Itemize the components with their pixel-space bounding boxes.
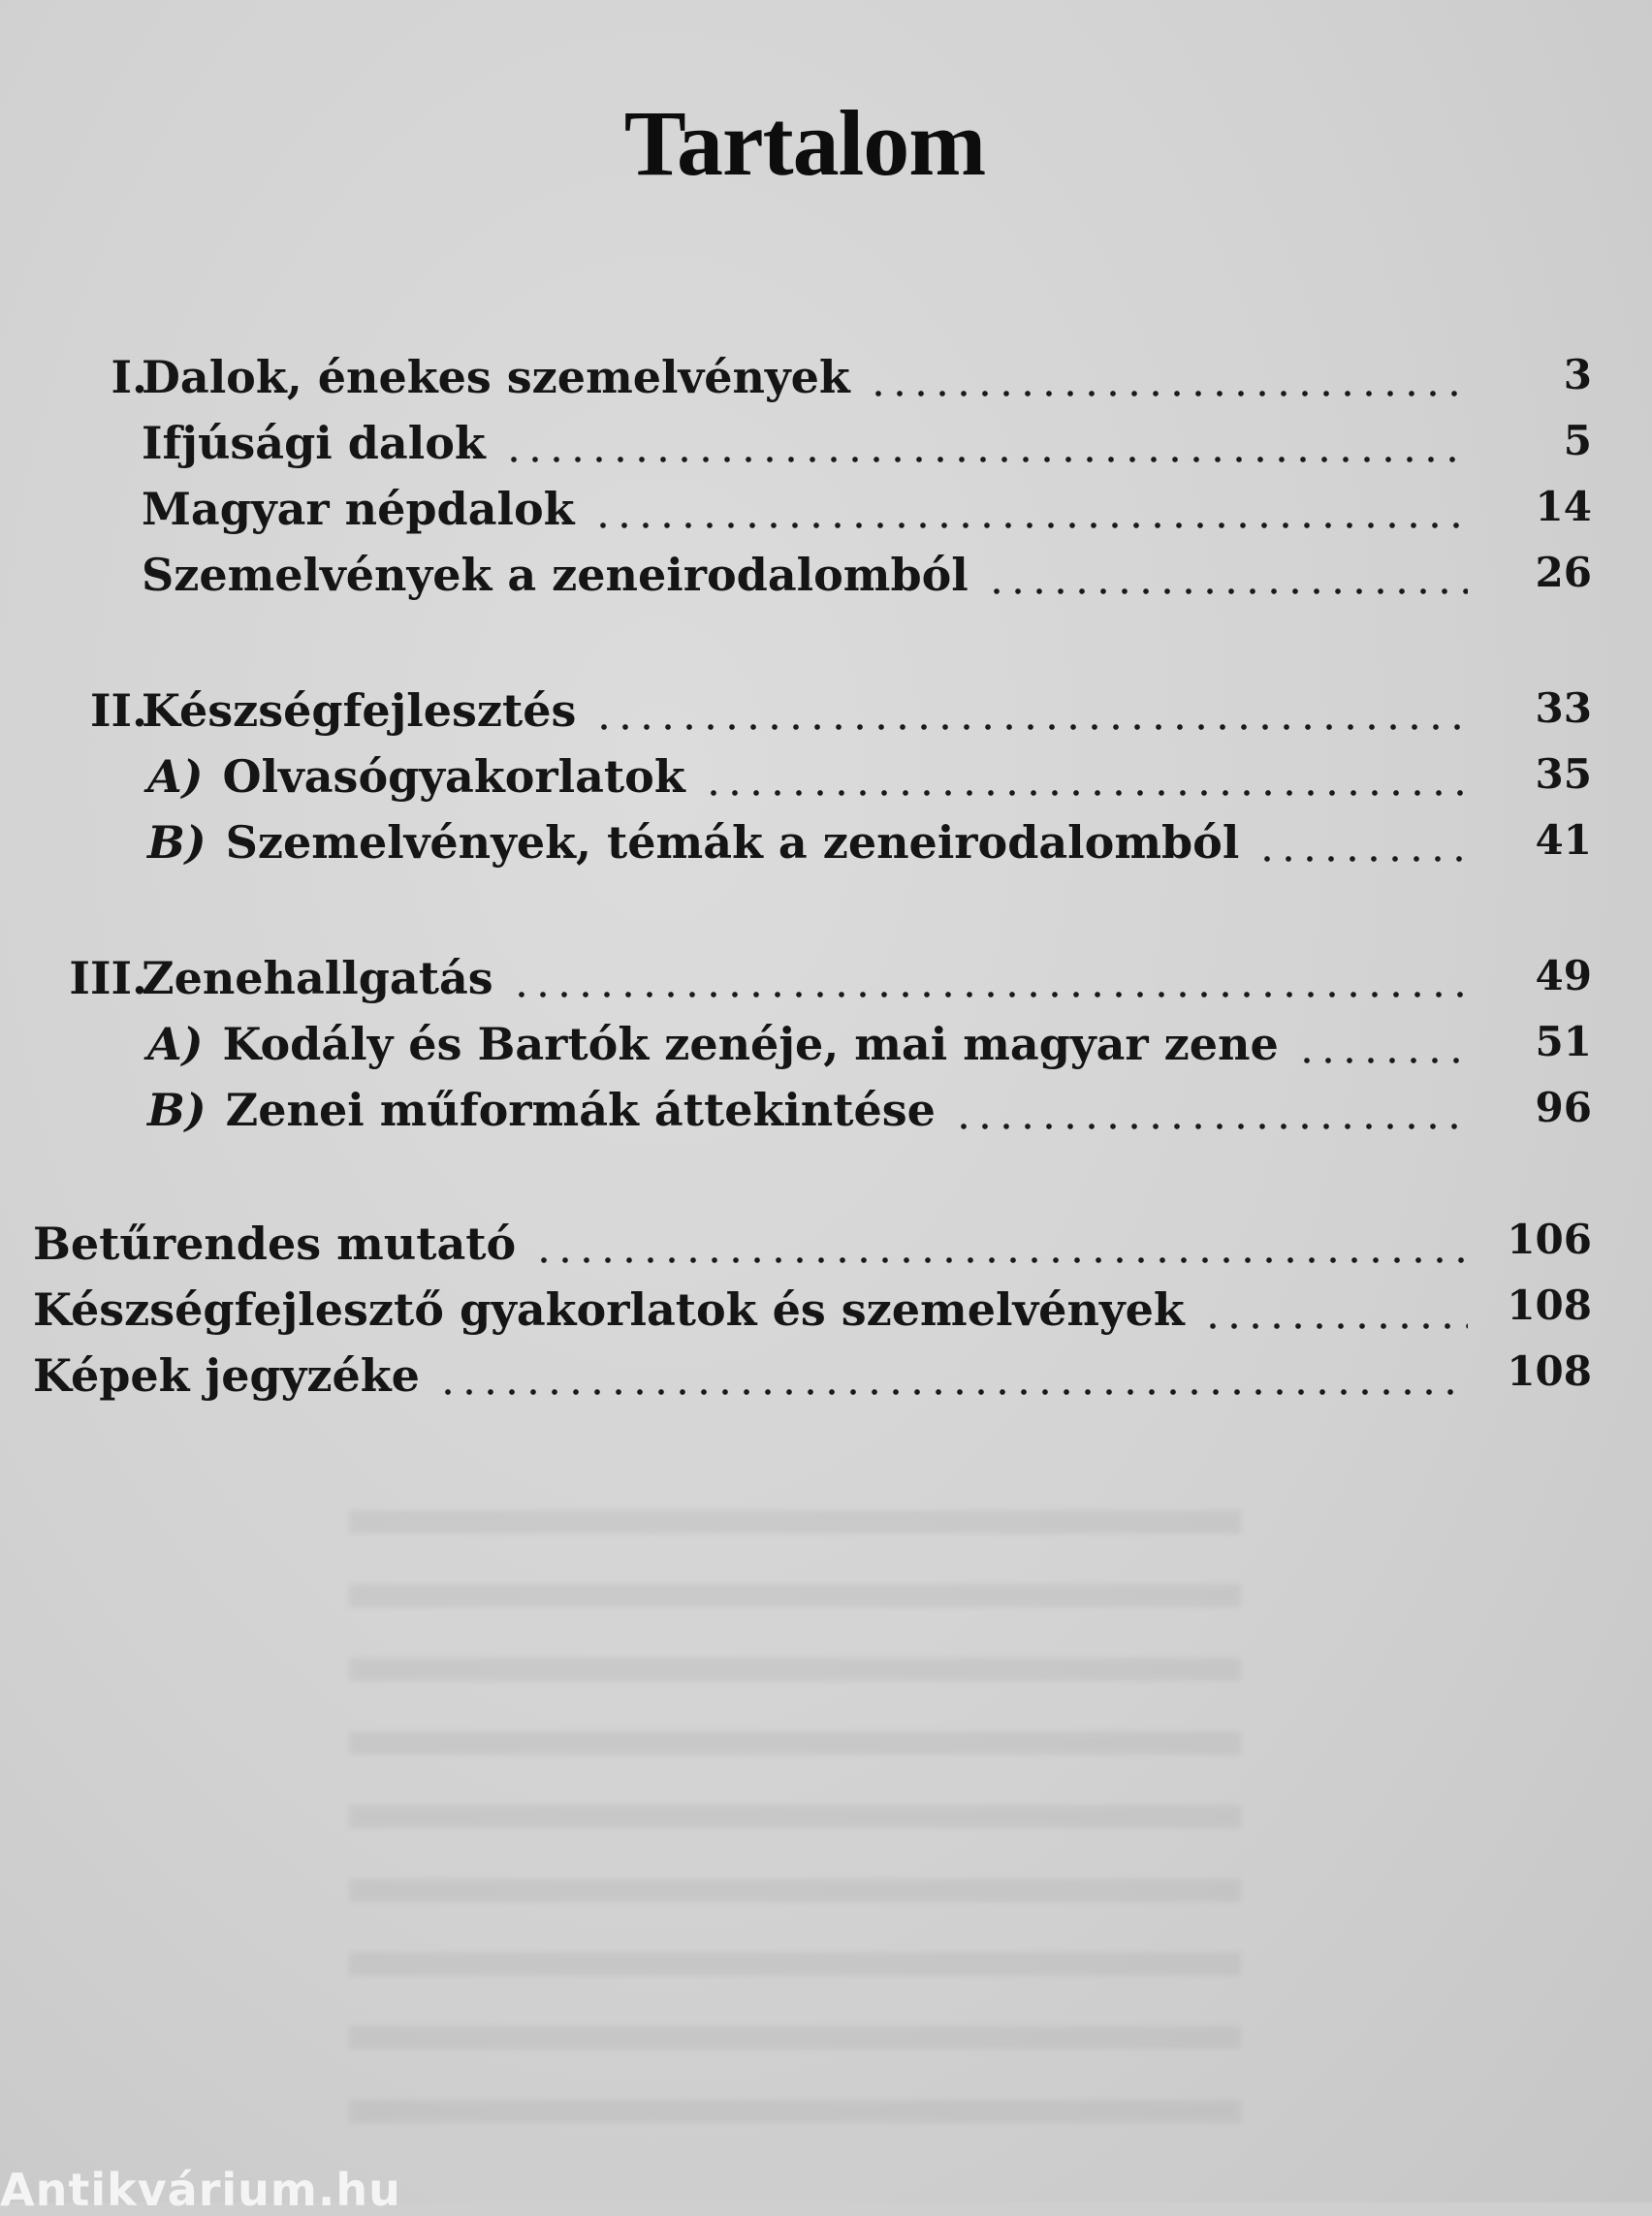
toc-item: [142, 417, 1485, 475]
section-title: Dalok, énekes szemelvények: [142, 351, 850, 403]
toc-item: [147, 1018, 1485, 1076]
item-title: Olvasógyakorlatok: [222, 750, 685, 803]
toc-section-2: [31, 684, 1485, 743]
watermark: Antikvárium.hu: [0, 2164, 401, 2216]
page-number: 26: [1535, 549, 1592, 596]
page-title: Tartalom: [623, 91, 986, 195]
leader-dots: [511, 990, 1468, 999]
section-title: Készségfejlesztés: [142, 684, 577, 737]
toc-item: [147, 816, 1485, 874]
page-number: 96: [1535, 1084, 1592, 1131]
toc-item: [147, 1084, 1485, 1142]
toc-section-1: [31, 351, 1485, 409]
item-letter: B): [147, 1084, 206, 1136]
toc-item: [147, 750, 1485, 808]
leader-dots: [986, 586, 1468, 596]
page-number: 3: [1563, 351, 1592, 398]
item-title: Kodály és Bartók zenéje, mai magyar zene: [222, 1018, 1279, 1070]
toc-section-3: [31, 952, 1485, 1010]
page-number: 41: [1535, 816, 1592, 864]
show-through-texture: [349, 1473, 1241, 2152]
page-number: 33: [1535, 684, 1592, 732]
leader-dots: [592, 521, 1468, 530]
leader-dots: [503, 455, 1468, 464]
toc-item: [142, 483, 1485, 541]
toc-appendix-item: [33, 1218, 1485, 1276]
section-number: I.: [111, 351, 147, 403]
page-number: 49: [1535, 952, 1592, 999]
leader-dots: [437, 1387, 1468, 1397]
item-title: Ifjúsági dalok: [142, 417, 486, 469]
page-number: 106: [1507, 1216, 1592, 1263]
page-number: 35: [1535, 750, 1592, 798]
section-number: III.: [69, 952, 147, 1004]
page-number: 108: [1507, 1282, 1592, 1329]
toc-appendix-item: [33, 1349, 1485, 1408]
item-title: Képek jegyzéke: [33, 1349, 420, 1402]
toc-item: [142, 549, 1485, 607]
leader-dots: [703, 788, 1468, 798]
item-title: Szemelvények, témák a zeneirodalomból: [225, 816, 1240, 869]
leader-dots: [1296, 1056, 1468, 1065]
page-number: 51: [1535, 1018, 1592, 1065]
page-number: 5: [1563, 417, 1592, 464]
item-title: Készségfejlesztő gyakorlatok és szemelvények: [33, 1283, 1185, 1336]
item-letter: B): [147, 816, 206, 869]
leader-dots: [1202, 1321, 1468, 1331]
leader-dots: [868, 389, 1468, 398]
item-title: Magyar népdalok: [142, 483, 575, 535]
page-number: 108: [1507, 1347, 1592, 1395]
leader-dots: [593, 722, 1468, 732]
item-title: Szemelvények a zeneirodalomból: [142, 549, 969, 601]
section-title: Zenehallgatás: [142, 952, 493, 1004]
leader-dots: [533, 1255, 1468, 1265]
toc-appendix-item: [33, 1283, 1485, 1342]
item-title: Zenei műformák áttekintése: [225, 1084, 936, 1136]
leader-dots: [1256, 854, 1468, 864]
item-letter: A): [147, 1018, 204, 1070]
item-title: Betűrendes mutató: [33, 1218, 517, 1270]
section-number: II.: [89, 684, 147, 737]
item-letter: A): [147, 750, 204, 803]
leader-dots: [953, 1122, 1468, 1131]
page-number: 14: [1535, 483, 1592, 530]
